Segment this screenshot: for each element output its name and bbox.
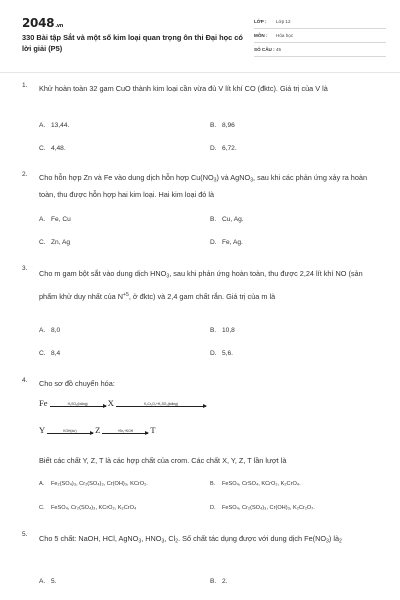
chem-z: Z [95, 425, 101, 435]
question-number: 4. [22, 377, 28, 384]
option-c[interactable] [39, 505, 136, 511]
option-text: 2. [222, 578, 228, 585]
option-b[interactable] [210, 122, 235, 129]
option-letter: D. [210, 239, 217, 246]
question-text: Cho 5 chất: NaOH, HCl, AgNO$_3$, $HNO_3$, $Cl_2$. Số chất tác dụng được với dung dịch $Fe(NO_3)$ $là_2$ [39, 534, 342, 545]
option-text: Fe, Ag. [222, 239, 243, 246]
chem-t: T [150, 425, 156, 435]
option-letter: D. [210, 350, 217, 357]
option-text: 5,6. [222, 350, 233, 357]
option-text: 6,72. [222, 145, 237, 152]
question-text: Cho hỗn hợp Zn và Fe vào dung dịch hỗn hợp $Cu(NO_3)$ và AgNO$_3$, sau khi các phản ứng xảy ra hoàn toàn, thu được hỗn hợp hai kim loại. Hai kim loại đó là [39, 173, 368, 199]
arrow-4 [102, 429, 148, 434]
question-3 [22, 265, 382, 363]
document-title: 330 Bài tập Sắt và một số kim loại quan trọng ôn thi Đại học có lời giải (P5) [22, 33, 243, 53]
option-text: FeSO₄, CrSO₄, KCrO₂, K₂CrO₄. [222, 481, 301, 487]
meta-row-count [254, 44, 386, 57]
option-letter: B. [210, 122, 217, 129]
question-5 [22, 531, 382, 593]
option-letter: B. [210, 578, 217, 585]
option-b[interactable] [210, 327, 235, 334]
header-divider [0, 72, 400, 73]
option-d[interactable] [210, 145, 237, 152]
meta-value: 45 [276, 47, 282, 52]
option-c[interactable] [39, 239, 70, 246]
meta-row-subject [254, 30, 386, 43]
question-text: Cho sơ đồ chuyển hóa: [39, 379, 115, 388]
option-letter: C. [39, 350, 46, 357]
option-text: Zn, Ag [51, 239, 71, 246]
option-a[interactable] [39, 481, 148, 487]
option-text: 13,44. [51, 122, 70, 129]
option-letter: B. [210, 481, 216, 487]
arrow-label: H₂SO₄(loãng) [67, 401, 88, 406]
question-1 [22, 82, 382, 158]
conversion-scheme-line-1 [39, 398, 206, 408]
logo-text: 2048 [22, 16, 55, 30]
option-text: 8,4 [51, 350, 61, 357]
meta-label: LỚP : [254, 19, 267, 24]
option-a[interactable] [39, 578, 57, 585]
arrow-label: KOH(dư) [63, 428, 77, 433]
meta-info [254, 16, 386, 58]
option-b[interactable] [210, 216, 244, 223]
document-header [22, 14, 382, 62]
arrow-label: +Br₂+KOH [117, 428, 134, 433]
question-text: Khử hoàn toàn 32 gam CuO thành kim loại cần vừa đủ V lít khí CO (đktc). Giá trị của V là [39, 84, 328, 93]
option-a[interactable] [39, 122, 69, 129]
meta-value: Hóa học [276, 33, 294, 38]
option-a[interactable] [39, 327, 60, 334]
option-b[interactable] [210, 578, 228, 585]
option-letter: A. [39, 122, 46, 129]
option-text: 10,8 [222, 327, 235, 334]
option-letter: B. [210, 216, 217, 223]
option-text: Fe₂(SO₄)₃, Cr₂(SO₄)₃, Cr(OH)₃, KCrO₂. [51, 481, 148, 487]
question-text: Cho m gam bột sắt vào dung dịch $HNO_3$, sau khi phản ứng hoàn toàn, thu được 2,24 lít khí NO (sản phẩm khử duy nhất của $N^{+5}$, ở đktc) và 2,4 gam chất rắn. Giá trị của m là [39, 269, 363, 301]
logo-suffix: .vn [55, 23, 64, 29]
chem-fe: Fe [39, 398, 48, 408]
question-4 [22, 377, 382, 522]
option-text: 5. [51, 578, 57, 585]
meta-label: SỐ CÂU : [254, 47, 275, 52]
arrow-3 [47, 429, 93, 434]
meta-label: MÔN : [254, 33, 268, 38]
question-text-after: Biết các chất Y, Z, T là các hợp chất của crom. Các chất X, Y, Z, T lần lượt là [39, 456, 287, 465]
question-number: 2. [22, 171, 28, 178]
option-letter: C. [39, 145, 46, 152]
option-letter: A. [39, 327, 46, 334]
option-text: FeSO₄, Cr₂(SO₄)₃, KCrO₂, K₂CrO₄ [51, 505, 137, 511]
arrow-label: K₂Cr₂O₇+H₂SO₄(loãng) [144, 401, 178, 406]
question-number: 1. [22, 82, 28, 89]
option-c[interactable] [39, 145, 66, 152]
option-letter: D. [210, 145, 217, 152]
option-letter: C. [39, 239, 46, 246]
option-d[interactable] [210, 350, 233, 357]
site-logo[interactable] [22, 16, 63, 30]
option-d[interactable] [210, 505, 315, 511]
option-letter: A. [39, 578, 46, 585]
option-d[interactable] [210, 239, 243, 246]
option-text: FeSO₄, Cr₂(SO₄)₃, Cr(OH)₃, K₂Cr₂O₇. [222, 505, 315, 511]
question-2 [22, 171, 382, 253]
meta-value: Lớp 12 [276, 19, 291, 24]
option-text: 4,48. [51, 145, 66, 152]
option-text: 8,96 [222, 122, 235, 129]
arrow-2 [116, 402, 206, 407]
question-number: 5. [22, 531, 28, 538]
chem-y: Y [39, 425, 45, 435]
option-text: Fe, Cu [51, 216, 71, 223]
meta-row-class [254, 16, 386, 29]
arrow-1 [50, 402, 106, 407]
conversion-scheme-line-2 [39, 425, 156, 435]
option-b[interactable] [210, 481, 301, 487]
option-c[interactable] [39, 350, 60, 357]
option-letter: A. [39, 481, 45, 487]
option-letter: D. [210, 505, 216, 511]
option-text: Cu, Ag. [222, 216, 244, 223]
option-letter: A. [39, 216, 46, 223]
question-number: 3. [22, 265, 28, 272]
option-text: 8,0 [51, 327, 61, 334]
option-letter: C. [39, 505, 45, 511]
chem-x: X [107, 398, 114, 408]
option-letter: B. [210, 327, 217, 334]
option-a[interactable] [39, 216, 71, 223]
